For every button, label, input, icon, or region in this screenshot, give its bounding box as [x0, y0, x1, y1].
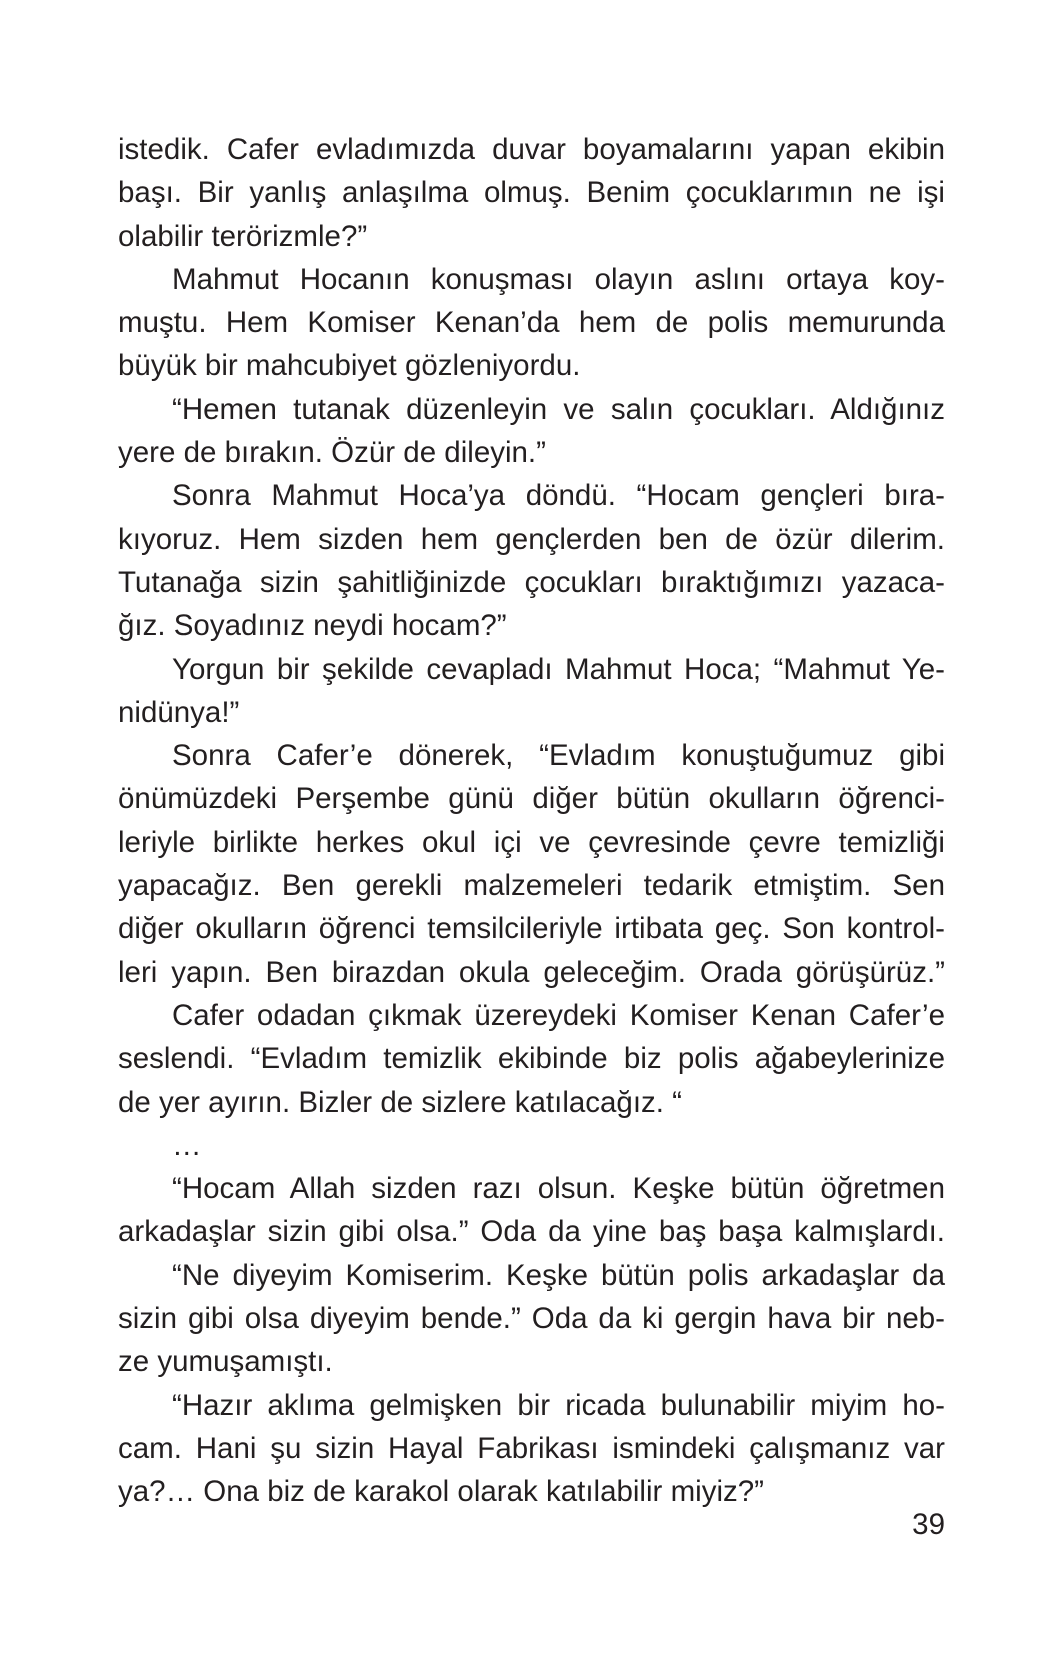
text-line: ze yumuşamıştı. — [118, 1345, 333, 1379]
text-line: leriyle birlikte herkes okul içi ve çevresinde çevre temizliği — [118, 825, 945, 859]
text-line: … — [172, 1128, 202, 1162]
text-line: Mahmut Hocanın konuşması olayın aslını ortaya koy- — [172, 262, 945, 296]
text-line: Tutanağa sizin şahitliğinizde çocukları bıraktığımızı yazaca- — [118, 565, 945, 599]
text-line: seslendi. “Evladım temizlik ekibinde biz polis ağabeylerinize — [118, 1042, 945, 1076]
body-text — [118, 128, 945, 1514]
text-line: “Hemen tutanak düzenleyin ve salın çocukları. Aldığınız — [172, 392, 945, 426]
text-line: nidünya!” — [118, 695, 240, 729]
text-line: leri yapın. Ben birazdan okula geleceğim. Orada görüşürüz.” — [118, 955, 945, 989]
text-line: yapacağız. Ben gerekli malzemeleri tedarik etmiştim. Sen — [118, 869, 945, 903]
text-line: “Hazır aklıma gelmişken bir ricada bulunabilir miyim ho- — [172, 1388, 945, 1422]
text-line: diğer okulların öğrenci temsilcileriyle irtibata geç. Son kontrol- — [118, 912, 945, 946]
text-line: sizin gibi olsa diyeyim bende.” Oda da ki gergin hava bir neb- — [118, 1302, 945, 1336]
text-line: “Hocam Allah sizden razı olsun. Keşke bütün öğretmen — [172, 1172, 945, 1206]
text-line: büyük bir mahcubiyet gözleniyordu. — [118, 349, 581, 383]
text-line: Sonra Mahmut Hoca’ya döndü. “Hocam gençleri bıra- — [172, 479, 945, 513]
text-line: arkadaşlar sizin gibi olsa.” Oda da yine baş başa kalmışlardı. — [118, 1215, 945, 1249]
text-line: Cafer odadan çıkmak üzereydeki Komiser Kenan Cafer’e — [172, 998, 945, 1032]
text-line: yere de bırakın. Özür de dileyin.” — [118, 436, 546, 470]
text-line: başı. Bir yanlış anlaşılma olmuş. Benim çocuklarımın ne işi — [118, 176, 945, 210]
text-line: Yorgun bir şekilde cevapladı Mahmut Hoca; “Mahmut Ye- — [172, 652, 945, 686]
text-line: ya?… Ona biz de karakol olarak katılabilir miyiz?” — [118, 1475, 764, 1509]
text-line: Sonra Cafer’e dönerek, “Evladım konuştuğumuz gibi — [172, 739, 945, 773]
text-line: istedik. Cafer evladımızda duvar boyamalarını yapan ekibin — [118, 133, 945, 166]
text-line: ğız. Soyadınız neydi hocam?” — [118, 609, 507, 643]
text-line: önümüzdeki Perşembe günü diğer bütün okulların öğrenci- — [118, 782, 945, 816]
text-line: “Ne diyeyim Komiserim. Keşke bütün polis arkadaşlar da — [172, 1258, 945, 1292]
text-line: olabilir terörizmle?” — [118, 219, 368, 253]
text-line: kıyoruz. Hem sizden hem gençlerden ben de özür dilerim. — [118, 522, 945, 556]
text-line: muştu. Hem Komiser Kenan’da hem de polis memurunda — [118, 306, 945, 340]
text-line: de yer ayırın. Bizler de sizlere katılacağız. “ — [118, 1085, 683, 1119]
page-number: 39 — [912, 1508, 945, 1541]
text-line: cam. Hani şu sizin Hayal Fabrikası ismindeki çalışmanız var — [118, 1431, 945, 1465]
